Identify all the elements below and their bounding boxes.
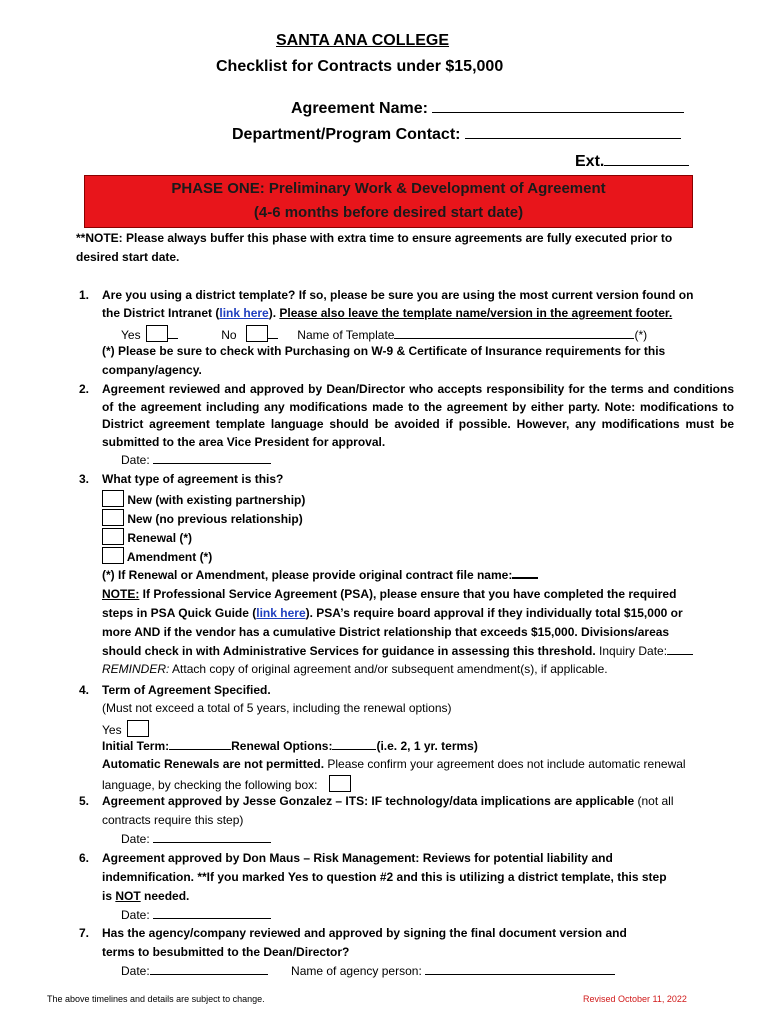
option-amendment[interactable] (102, 547, 212, 564)
item5-plain: (not all (634, 794, 674, 808)
term-limit: (Must not exceed a total of 5 years, including the renewal options) (102, 701, 452, 715)
auto-renewal-text2: language, by checking the following box: (102, 778, 318, 792)
auto-renewal-line2 (102, 775, 351, 792)
item7-line1: Has the agency/company reviewed and approved by signing the final document version and (102, 926, 627, 940)
option-checkbox[interactable] (102, 509, 124, 526)
renewal-note: (*) If Renewal or Amendment, please provide original contract file name: (102, 568, 513, 582)
auto-renewal-text: Please confirm your agreement does not include automatic renewal (324, 757, 686, 771)
option-new-no-previous[interactable] (102, 509, 303, 526)
buffer-note-line2: desired start date. (76, 250, 180, 264)
contact-label: Department/Program Contact: (232, 126, 461, 143)
item-number: 6. (79, 851, 90, 865)
item7-line2: terms to besubmitted to the Dean/Director? (102, 945, 350, 959)
agreement-name-label: Agreement Name: (291, 100, 428, 117)
agency-person-label: Name of agency person: (291, 964, 422, 978)
initial-term-field[interactable] (169, 748, 231, 750)
banner-subtitle: (4-6 months before desired start date) (253, 204, 524, 221)
psa-line1 (102, 587, 676, 601)
date-label: Date: (121, 964, 150, 978)
item6-line1: Agreement approved by Don Maus – Risk Management: Reviews for potential liability and (102, 851, 613, 865)
footer-disclaimer: The above timelines and details are subject to change. (47, 994, 265, 1004)
psa-text: should check in with Administrative Services for guidance in assessing this threshold. (102, 644, 596, 658)
term-yes[interactable] (102, 720, 149, 737)
agreement-type-question: What type of agreement is this? (102, 472, 284, 486)
item1-line2 (102, 306, 672, 320)
inquiry-date-label: Inquiry Date: (599, 644, 668, 658)
template-yes-checkbox[interactable] (146, 325, 168, 342)
inquiry-date-field[interactable] (667, 653, 693, 655)
item5-line2: contracts require this step) (102, 813, 244, 827)
yes-label: Yes (121, 328, 141, 342)
no-auto-renewal-checkbox[interactable] (329, 775, 351, 792)
item-number: 4. (79, 683, 90, 697)
item1-note-line2: company/agency. (102, 363, 202, 377)
template-no-checkbox[interactable] (246, 325, 268, 342)
item-number: 7. (79, 926, 90, 940)
item6-text: needed. (140, 889, 190, 903)
psa-line2 (102, 606, 683, 620)
item-number: 2. (79, 382, 90, 396)
term-yes-checkbox[interactable] (127, 720, 149, 737)
term-fields (102, 739, 478, 753)
psa-line3: more AND if the vendor has a cumulative District relationship that exceeds $15,000. Divisions/areas (102, 625, 670, 639)
item2-date-field[interactable] (121, 453, 271, 467)
auto-renewal-line1 (102, 757, 686, 771)
item-number: 1. (79, 288, 90, 302)
no-label: No (221, 328, 237, 342)
option-checkbox[interactable] (102, 490, 124, 507)
option-label: Renewal (*) (127, 531, 193, 545)
item5-date-field[interactable] (121, 832, 271, 846)
option-label: New (with existing partnership) (127, 493, 306, 507)
agency-person-field[interactable] (425, 973, 615, 975)
item1-options (121, 325, 647, 342)
renewal-file-name[interactable] (102, 568, 538, 582)
renewal-options-label: Renewal Options: (231, 739, 333, 753)
item7-date-field[interactable] (150, 973, 268, 975)
option-checkbox[interactable] (102, 528, 124, 545)
psa-text: ). PSA’s require board approval if they individually total $15,000 or (305, 606, 683, 620)
contact-field[interactable] (232, 126, 681, 144)
item6-line3 (102, 889, 189, 903)
intranet-link[interactable]: link here (219, 306, 269, 320)
psa-text: steps in PSA Quick Guide ( (102, 606, 257, 620)
phase-one-banner (84, 175, 693, 228)
date-label: Date: (121, 453, 150, 467)
term-title: Term of Agreement Specified. (102, 683, 271, 697)
reminder-label: REMINDER: (102, 662, 170, 676)
item1-line1: Are you using a district template? If so, please be sure you are using the most current version found on (102, 288, 694, 302)
psa-text: If Professional Service Agreement (PSA), please ensure that you have completed the required (139, 587, 677, 601)
reminder (102, 662, 608, 676)
item6-line2: indemnification. **If you marked Yes to question #2 and this is utilizing a district template, this step (102, 870, 667, 884)
item2-line2: of the agreement including any modifications made to the agreement by either party. Note: modifications to (102, 400, 734, 414)
psa-line4 (102, 644, 693, 658)
footer-revised-date: Revised October 11, 2022 (583, 994, 687, 1004)
item6-date-field[interactable] (121, 908, 271, 922)
item2-line3: District agreement template language should be avoided if possible. However, any modifications must be (102, 417, 734, 431)
renewal-options-field[interactable] (332, 748, 376, 750)
template-name-field[interactable] (394, 337, 634, 339)
renewal-example: (i.e. 2, 1 yr. terms) (376, 739, 478, 753)
item7-fields (121, 964, 615, 978)
college-name: SANTA ANA COLLEGE (276, 32, 450, 49)
yes-label: Yes (102, 723, 122, 737)
item5-bold: Agreement approved by Jesse Gonzalez – ITS: IF technology/data implications are applicable (102, 794, 635, 808)
option-new-existing[interactable] (102, 490, 305, 507)
agreement-name-field[interactable] (291, 100, 684, 118)
item2-line4: submitted to the area Vice President for approval. (102, 435, 386, 449)
item1-footer-note: Please also leave the template name/version in the agreement footer. (279, 306, 673, 320)
item1-note-line1: (*) Please be sure to check with Purchasing on W-9 & Certificate of Insurance requirements for this (102, 344, 666, 358)
item-number: 3. (79, 472, 90, 486)
item-number: 5. (79, 794, 90, 808)
template-name-label: Name of Template (297, 328, 395, 342)
banner-title: PHASE ONE: Preliminary Work & Development of Agreement (171, 180, 606, 197)
item2-line1: Agreement reviewed and approved by Dean/Director who accepts responsibility for the terms and conditions (102, 382, 734, 396)
option-label: New (no previous relationship) (127, 512, 303, 526)
item6-not: NOT (115, 889, 141, 903)
date-label: Date: (121, 832, 150, 846)
item1-intranet-text: the District Intranet ( (102, 306, 220, 320)
page-title: Checklist for Contracts under $15,000 (216, 58, 504, 75)
item1-paren: ). (268, 306, 280, 320)
psa-guide-link[interactable]: link here (256, 606, 306, 620)
ext-label: Ext. (575, 153, 605, 170)
psa-note-label: NOTE: (102, 587, 140, 601)
item6-text: is (102, 889, 116, 903)
date-label: Date: (121, 908, 150, 922)
item5-line1 (102, 794, 674, 808)
reminder-text: Attach copy of original agreement and/or subsequent amendment(s), if applicable. (169, 662, 608, 676)
initial-term-label: Initial Term: (102, 739, 170, 753)
auto-renewal-bold: Automatic Renewals are not permitted. (102, 757, 325, 771)
buffer-note-line1: **NOTE: Please always buffer this phase with extra time to ensure agreements are fully executed prior to (76, 231, 673, 245)
option-renewal[interactable] (102, 528, 192, 545)
ext-field[interactable] (575, 153, 689, 171)
template-suffix: (*) (634, 328, 648, 342)
option-label: Amendment (*) (126, 550, 213, 564)
option-checkbox[interactable] (102, 547, 124, 564)
